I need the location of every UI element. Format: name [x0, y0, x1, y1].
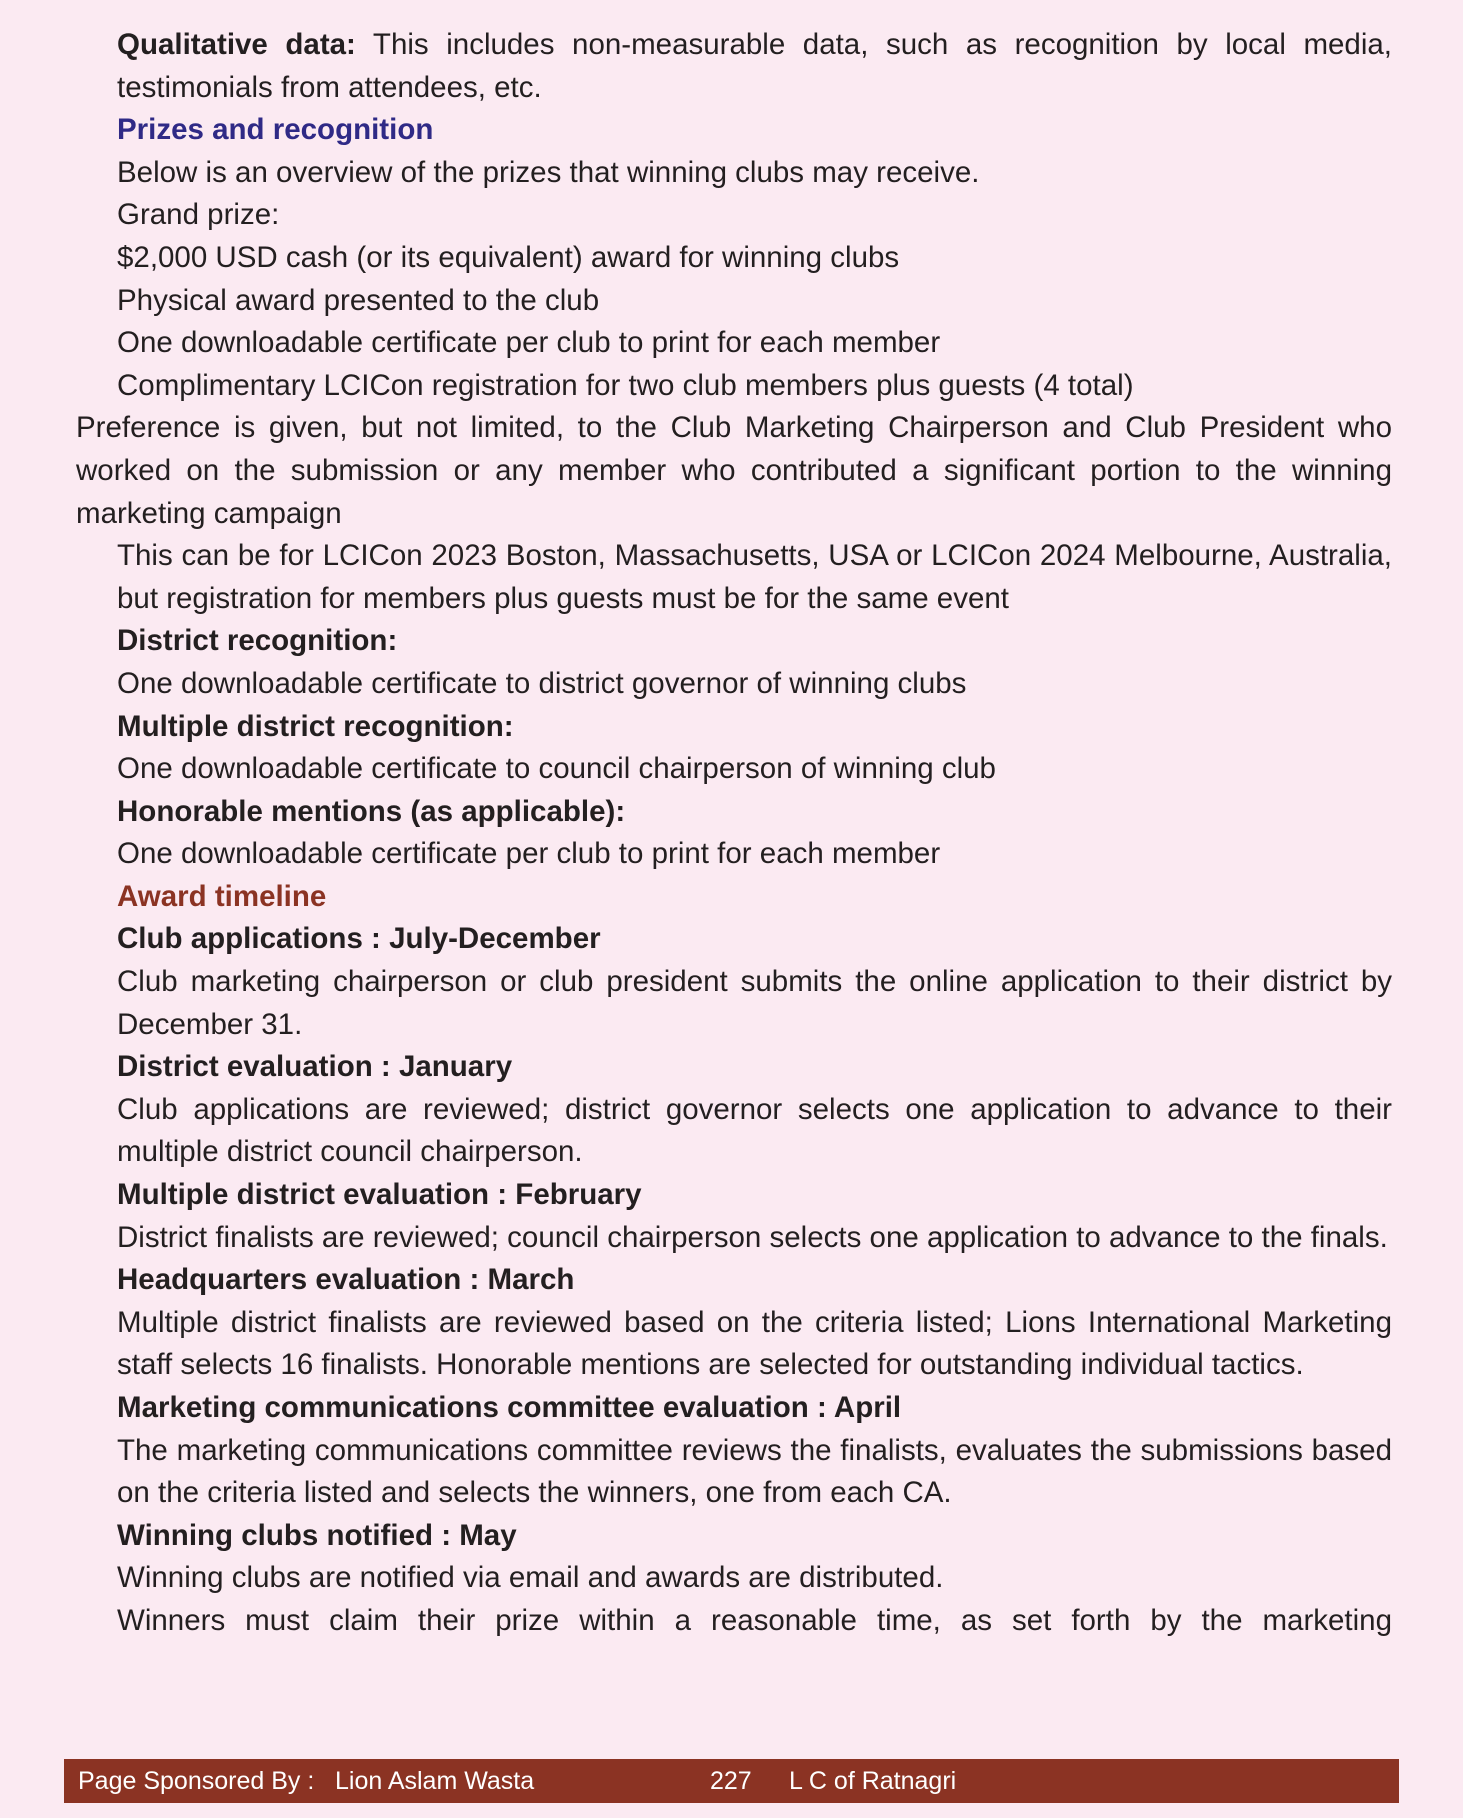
district-recognition-label: District recognition:	[117, 624, 398, 658]
claim-prize-text: Winners must claim their prize within a reasonable time, as set forth by the marketing	[117, 1603, 1392, 1637]
district-evaluation-label: District evaluation : January	[117, 1050, 513, 1084]
prize-item: Physical award presented to the club	[117, 283, 600, 317]
prize-item: Complimentary LCICon registration for two club members plus guests (4 total)	[117, 368, 1134, 402]
mcc-evaluation-text: The marketing communications committee reviews the finalists, evaluates the submissions based on the criteria listed and selects the winners, one from each CA.	[117, 1433, 1392, 1510]
prize-item: One downloadable certificate per club to print for each member	[117, 326, 941, 360]
honorable-mentions-label: Honorable mentions (as applicable):	[117, 794, 626, 828]
prize-item: $2,000 USD cash (or its equivalent) award for winning clubs	[117, 240, 900, 274]
lcicon-paragraph: This can be for LCICon 2023 Boston, Massachusetts, USA or LCICon 2024 Melbourne, Australia, but registration for members plus guests must be for the same event	[117, 539, 1392, 615]
mcc-evaluation-label: Marketing communications committee evaluation : April	[117, 1391, 902, 1424]
multiple-district-evaluation-label: Multiple district evaluation : February	[117, 1178, 642, 1212]
footer-sponsor-name: Lion Aslam Wasta	[335, 1767, 535, 1795]
multiple-district-evaluation-text: District finalists are reviewed; council chairperson selects one application to advance to the finals.	[117, 1220, 1388, 1254]
headquarters-evaluation-text: Multiple district finalists are reviewed based on the criteria listed; Lions International Marketing staff selects 16 finalists. Honorable mentions are selected for outstanding individual tactics.	[117, 1305, 1392, 1382]
prizes-intro: Below is an overview of the prizes that winning clubs may receive.	[117, 155, 980, 189]
club-applications-text: Club marketing chairperson or club president submits the online application to their district by December 31.	[117, 965, 1392, 1041]
multiple-district-recognition-label: Multiple district recognition:	[117, 709, 514, 743]
footer-sponsor-label: Page Sponsored By :	[78, 1767, 315, 1795]
preference-paragraph: Preference is given, but not limited, to the Club Marketing Chairperson and Club President who worked on the submission or any member who contributed a significant portion to the winning marketing campaign	[76, 411, 1392, 530]
club-applications-label: Club applications : July-December	[117, 922, 601, 956]
multiple-district-recognition-text: One downloadable certificate to council chairperson of winning club	[117, 752, 996, 786]
district-evaluation-text: Club applications are reviewed; district governor selects one application to advance to their multiple district council chairperson.	[117, 1092, 1392, 1169]
honorable-mentions-text: One downloadable certificate per club to print for each member	[117, 837, 941, 871]
winning-clubs-notified-text: Winning clubs are notified via email and awards are distributed.	[117, 1561, 944, 1595]
footer-club-name: L C of Ratnagri	[789, 1767, 957, 1795]
district-recognition-text: One downloadable certificate to district governor of winning clubs	[117, 666, 967, 700]
timeline-heading: Award timeline	[117, 879, 327, 913]
headquarters-evaluation-label: Headquarters evaluation : March	[117, 1263, 575, 1297]
winning-clubs-notified-label: Winning clubs notified : May	[117, 1518, 517, 1552]
qualitative-paragraph	[70, 24, 1392, 109]
page-number: 227	[710, 1767, 752, 1795]
grand-prize-label: Grand prize:	[117, 198, 280, 232]
sponsor-footer-bar	[64, 1759, 1399, 1803]
prizes-heading: Prizes and recognition	[117, 113, 434, 147]
page-content	[70, 24, 1392, 1643]
qualitative-text: This includes non-measurable data, such as recognition by local media, testimonials from attendees, etc.	[117, 28, 1392, 104]
qualitative-label: Qualitative data:	[117, 28, 356, 61]
